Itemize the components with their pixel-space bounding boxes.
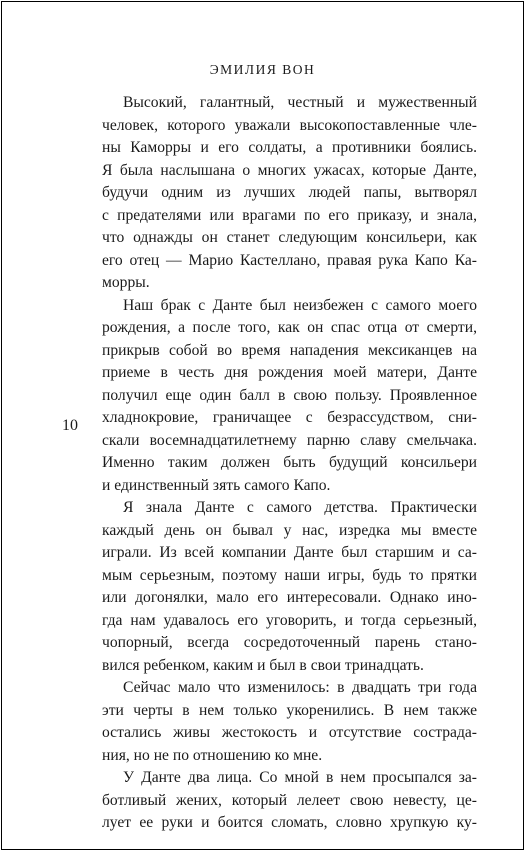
text-line: что однажды он станет следующим консильери, как <box>102 229 477 246</box>
text-line: мым серьезным, поэтому наши игры, будь то прятки <box>102 566 477 584</box>
text-line: Высокий, галантный, честный и мужественный <box>123 94 477 111</box>
text-line: его отец — Марио Кастеллано, правая рука Капо Ка- <box>102 251 477 269</box>
text-line: играли. Из всей компании Данте был старшим и са- <box>102 544 477 561</box>
text-line: или догонялки, мало его интересовали. Однако ино- <box>102 589 477 606</box>
text-line: Я знала Данте с самого детства. Практически <box>123 499 477 516</box>
text-line: лует ее руки и боится сломать, словно хрупкую ку- <box>102 814 477 831</box>
text-line: вился ребенком, каким и был в свои тринадцать. <box>102 656 424 674</box>
text-line: прикрыв собой во время нападения мексиканцев на <box>102 341 477 359</box>
text-line: каждый день он бывал у нас, изредка мы вместе <box>102 521 477 539</box>
text-line: будучи одним из лучших людей папы, вытворял <box>102 184 477 201</box>
paragraph <box>102 677 477 767</box>
text-line: с предателями или врагами по его приказу, и знала, <box>102 206 477 224</box>
paragraph <box>102 295 477 498</box>
running-header: ЭМИЛИЯ ВОН <box>209 62 316 77</box>
text-line: эти черты в нем только укоренились. В нем также <box>102 701 477 719</box>
text-line: человек, которого уважали высокопоставленные чле- <box>102 116 477 134</box>
paragraph <box>102 497 477 677</box>
text-line: и единственный зять самого Капо. <box>102 476 331 494</box>
paragraph <box>102 767 477 835</box>
text-line: ботливый жених, который лелеет свою невесту, це- <box>102 791 477 809</box>
text-line: рождения, а после того, как он спас отца от смерти, <box>102 319 477 336</box>
text-line: Я была наслышана о многих ужасах, которые Данте, <box>102 161 477 179</box>
text-line: Наш брак с Данте был неизбежен с самого моего <box>123 296 477 314</box>
text-line: приеме в честь дня рождения моей матери, Данте <box>102 364 477 381</box>
page-number: 10 <box>62 417 78 434</box>
paragraph <box>102 92 477 295</box>
text-line: получил еще один балл в свою пользу. Проявленное <box>102 386 477 404</box>
text-line: У Данте два лица. Со мной в нем просыпался за- <box>123 769 477 786</box>
text-line: Именно таким должен быть будущий консильери <box>102 454 477 471</box>
book-page <box>1 1 524 850</box>
text-line: ния, но не по отношению ко мне. <box>102 746 323 764</box>
body-text <box>102 92 477 835</box>
text-line: хладнокровие, граничащее с безрассудством, сни- <box>102 409 477 426</box>
text-line: гда нам удавалось его уговорить, и тогда серьезный, <box>102 611 477 629</box>
text-line: Сейчас мало что изменилось: в двадцать три года <box>123 679 477 696</box>
text-line: ны Каморры и его солдаты, а противники боялись. <box>102 139 477 156</box>
text-line: морры. <box>102 274 150 291</box>
text-line: остались живы жестокость и отсутствие сострада- <box>102 724 477 741</box>
text-line: чопорный, всегда сосредоточенный парень стано- <box>102 634 477 651</box>
text-line: скали восемнадцатилетнему парню славу смельчака. <box>102 431 477 449</box>
